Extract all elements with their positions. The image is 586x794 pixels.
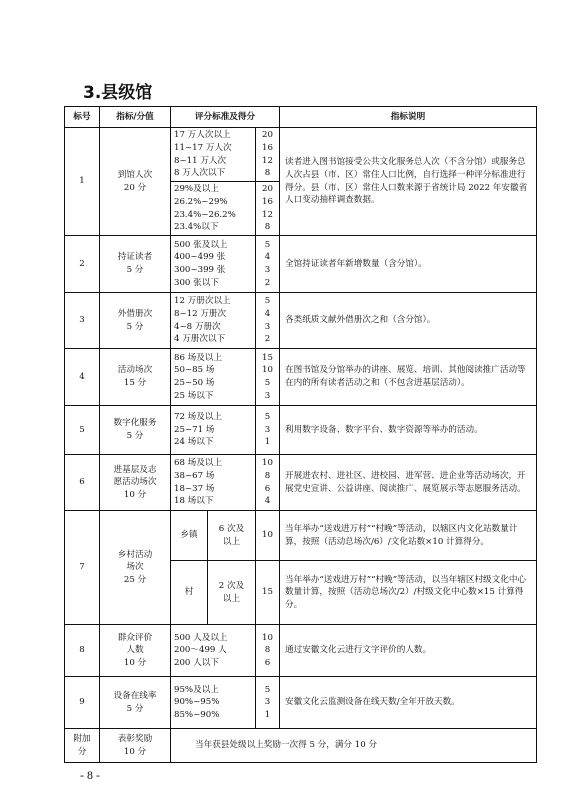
row-no: 8 [65,625,100,677]
table-row [65,349,537,406]
row-desc: 开展进农村、进社区、进校园、进军营、进企业等活动场次，开展党史宣讲、公益讲座、阅读推广、展览展示等志愿服务活动。 [280,455,537,511]
row-desc: 当年举办“送戏进万村”“村晚”等活动，以当年辖区村级文化中心数量计算，按照（活动总场次/2）/村级文化中心数×15 计算得分。 [280,561,537,625]
row-scores: 20 16 12 8 [256,182,280,236]
table-row [65,455,537,511]
row-standards: 6 次及 以上 [208,511,256,561]
row-indicator: 数字化服务 5 分 [100,406,171,455]
header-standard: 评分标准及得分 [171,107,280,128]
table-row [65,236,537,293]
row-standards: 29%及以上 26.2%~29% 23.4%~26.2% 23.4%以下 [171,182,256,236]
row-no: 附加 分 [65,729,100,763]
row-standards: 68 场及以上 38~67 场 18~37 场 18 场以下 [171,455,256,511]
row-desc: 利用数字设备、数字平台、数字资源等举办的活动。 [280,406,537,455]
table-row [65,625,537,677]
row-standards: 2 次及 以上 [208,561,256,625]
row-indicator: 表彰奖励 10 分 [100,729,171,763]
row-scores: 10 [256,511,280,561]
row-desc: 通过安徽文化云进行文字评价的人数。 [280,625,537,677]
scoring-table [64,106,537,763]
row-indicator: 持证读者 5 分 [100,236,171,293]
section-heading: 3.县级馆 [83,83,153,103]
header-indicator: 指标/分值 [100,107,171,128]
row-indicator: 群众评价 人数 10 分 [100,625,171,677]
row-no: 1 [65,128,100,236]
row-indicator: 到馆人次 20 分 [100,128,171,236]
table-row [65,511,537,561]
row-indicator: 外借册次 5 分 [100,293,171,349]
row-scores: 10 8 6 [256,625,280,677]
header-no: 标号 [65,107,100,128]
row-standards: 12 万册次以上 8~12 万册次 4~8 万册次 4 万册次以下 [171,293,256,349]
table-header-row [65,107,537,128]
row-desc: 全馆持证读者年新增数量（含分馆）。 [280,236,537,293]
row-no: 9 [65,677,100,729]
row-no: 2 [65,236,100,293]
row-area: 乡镇 [171,511,208,561]
row-desc: 各类纸质文献外借册次之和（含分馆）。 [280,293,537,349]
row-area: 村 [171,561,208,625]
row-scores: 5 3 1 [256,677,280,729]
row-desc: 当年获县处级以上奖励一次得 5 分，满分 10 分 [171,729,537,763]
row-indicator: 乡村活动 场次 25 分 [100,511,171,625]
row-scores: 15 10 5 3 [256,349,280,406]
row-standards: 17 万人次以上 11~17 万人次 8~11 万人次 8 万人次以下 [171,128,256,182]
row-scores: 5 4 3 2 [256,236,280,293]
row-no: 7 [65,511,100,625]
table-row [65,729,537,763]
row-standards: 72 场及以上 25~71 场 24 场以下 [171,406,256,455]
row-desc: 安徽文化云监测设备在线天数/全年开放天数。 [280,677,537,729]
table-row [65,677,537,729]
row-scores: 20 16 12 8 [256,128,280,182]
row-no: 4 [65,349,100,406]
row-desc: 在图书馆及分馆举办的讲座、展览、培训、其他阅读推广活动等在内的所有读者活动之和（不包含进基层活动）。 [280,349,537,406]
page-number: - 8 - [80,768,100,782]
row-scores: 5 4 3 2 [256,293,280,349]
row-indicator: 设备在线率 5 分 [100,677,171,729]
row-standards: 500 张及以上 400~499 张 300~399 张 300 张以下 [171,236,256,293]
row-no: 6 [65,455,100,511]
row-desc: 当年举办“送戏进万村”“村晚”等活动，以辖区内文化站数量计算，按照（活动总场次/6）/文化站数×10 计算得分。 [280,511,537,561]
header-desc: 指标说明 [280,107,537,128]
row-standards: 86 场及以上 50~85 场 25~50 场 25 场以下 [171,349,256,406]
row-scores: 15 [256,561,280,625]
row-indicator: 进基层及志 愿活动场次 10 分 [100,455,171,511]
row-scores: 5 3 1 [256,406,280,455]
row-standards: 95%及以上 90%~95% 85%~90% [171,677,256,729]
row-indicator: 活动场次 15 分 [100,349,171,406]
table-row [65,406,537,455]
row-standards: 500 人及以上 200～499 人 200 人以下 [171,625,256,677]
row-scores: 10 8 6 4 [256,455,280,511]
row-no: 3 [65,293,100,349]
table-row [65,128,537,182]
row-desc: 读者进入图书馆接受公共文化服务总人次（不含分馆）或服务总人次占县（市、区）常住人口比例，自行选择一种评分标准进行得分。县（市、区）常住人口数来源于省统计局 2022 年安徽省人口变动抽样调查数据。 [280,128,537,236]
row-no: 5 [65,406,100,455]
table-row [65,293,537,349]
